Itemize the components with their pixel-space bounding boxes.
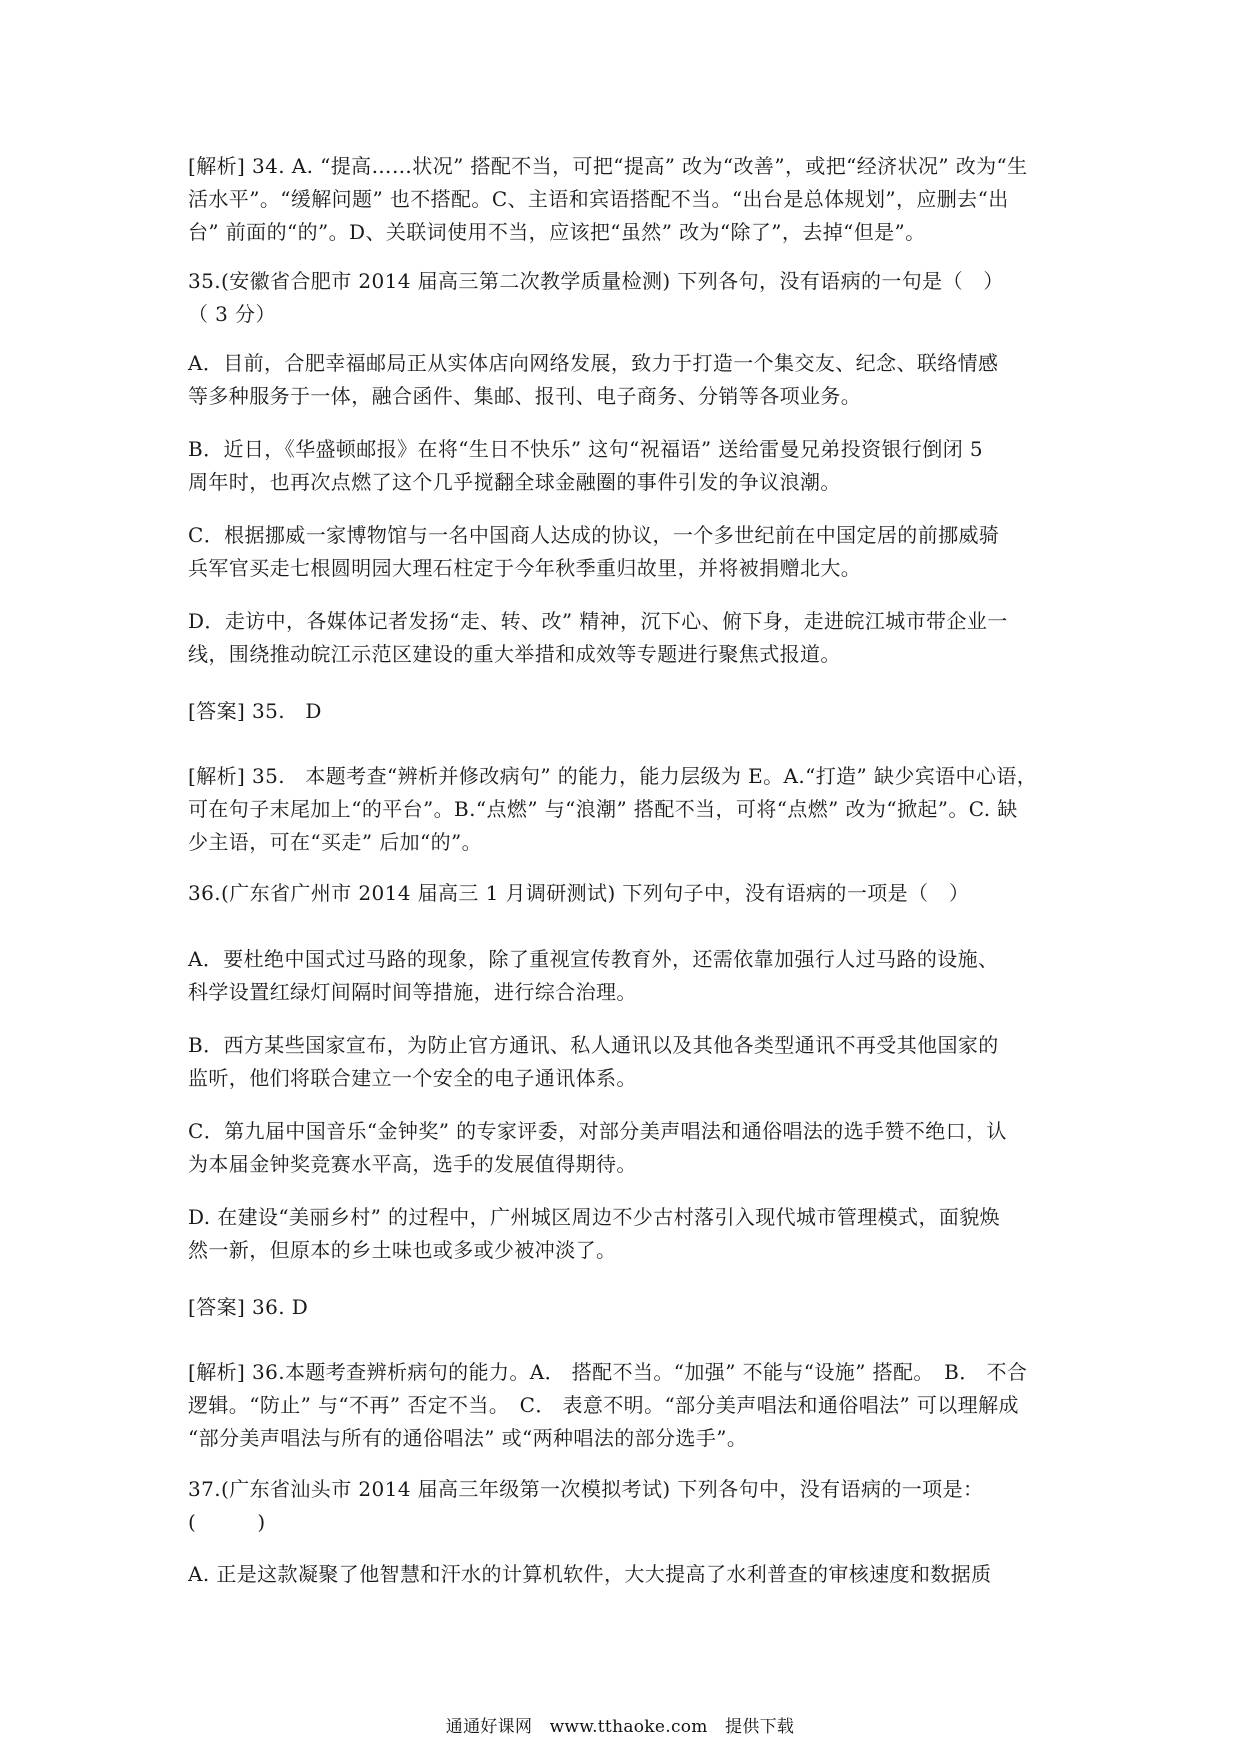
text-line: 为本届金钟奖竞赛水平高，选手的发展值得期待。 [188, 1152, 637, 1176]
text-line: 兵军官买走七根圆明园大理石柱定于今年秋季重归故里，并将被捐赠北大。 [188, 556, 862, 580]
analysis-34 [188, 150, 1058, 249]
option-37a [188, 1558, 1058, 1591]
option-35c [188, 519, 1058, 585]
page-footer: 通通好课网 www.tthaoke.com 提供下载 [445, 1717, 795, 1737]
text-line: 周年时，也再次点燃了这个几乎搅翻全球金融圈的事件引发的争议浪潮。 [188, 470, 841, 494]
text-line: 少主语，可在“买走” 后加“的”。 [188, 830, 483, 854]
option-36b [188, 1029, 1058, 1095]
option-35d [188, 605, 1058, 671]
text-line: C．第九届中国音乐“金钟奖” 的专家评委，对部分美声唱法和通俗唱法的选手赞不绝口，认 [188, 1119, 1007, 1143]
text-line: 36.(广东省广州市 2014 届高三 1 月调研测试) 下列句子中，没有语病的一项是（ ） [188, 881, 970, 905]
text-line: B．西方某些国家宣布，为防止官方通讯、私人通讯以及其他各类型通讯不再受其他国家的 [188, 1033, 999, 1057]
option-35b [188, 433, 1058, 499]
text-line: 等多种服务于一体，融合函件、集邮、报刊、电子商务、分销等各项业务。 [188, 384, 862, 408]
text-line: 线，围绕推动皖江示范区建设的重大举措和成效等专题进行聚焦式报道。 [188, 642, 841, 666]
option-36c [188, 1115, 1058, 1181]
text-line: “部分美声唱法与所有的通俗唱法” 或“两种唱法的部分选手”。 [188, 1426, 748, 1450]
text-line: [解析] 34. A. “提高……状况” 搭配不当，可把“提高” 改为“改善”，或把“经济状况” 改为“生 [188, 154, 1028, 178]
text-line: 台” 前面的“的”。D、关联词使用不当，应该把“虽然” 改为“除了”，去掉“但是”。 [188, 220, 926, 244]
question-36 [188, 877, 1058, 910]
option-36d [188, 1201, 1058, 1267]
analysis-35 [188, 760, 1058, 859]
text-line: A. 正是这款凝聚了他智慧和汗水的计算机软件，大大提高了水利普查的审核速度和数据质 [188, 1562, 992, 1586]
question-37 [188, 1473, 1058, 1539]
option-36a [188, 943, 1058, 1009]
answer-35 [188, 695, 1058, 728]
text-line: D. 在建设“美丽乡村” 的过程中，广州城区周边不少古村落引入现代城市管理模式，面貌焕 [188, 1205, 1001, 1229]
text-line: 然一新，但原本的乡土味也或多或少被冲淡了。 [188, 1238, 617, 1262]
text-line: [答案] 36. D [188, 1295, 309, 1319]
text-line: B．近日，《华盛顿邮报》在将“生日不快乐” 这句“祝福语” 送给雷曼兄弟投资银行倒闭 5 [188, 437, 983, 461]
text-line: A．目前，合肥幸福邮局正从实体店向网络发展，致力于打造一个集交友、纪念、联络情感 [188, 351, 999, 375]
question-35 [188, 265, 1058, 331]
analysis-36 [188, 1356, 1058, 1455]
text-line: [答案] 35. D [188, 699, 322, 723]
answer-36 [188, 1291, 1058, 1324]
text-line: ( ) [188, 1510, 266, 1534]
text-line: 可在句子末尾加上“的平台”。B.“点燃” 与“浪潮” 搭配不当，可将“点燃” 改为“掀起”。C. 缺 [188, 797, 1018, 821]
text-line: [解析] 35. 本题考查“辨析并修改病句” 的能力，能力层级为 E。A.“打造” 缺少宾语中心语， [188, 764, 1038, 788]
text-line: 活水平”。“缓解问题” 也不搭配。C、主语和宾语搭配不当。“出台是总体规划”，应删去“出 [188, 187, 1009, 211]
text-line: 科学设置红绿灯间隔时间等措施，进行综合治理。 [188, 980, 637, 1004]
text-line: A．要杜绝中国式过马路的现象，除了重视宣传教育外，还需依靠加强行人过马路的设施、 [188, 947, 999, 971]
text-line: 监听，他们将联合建立一个安全的电子通讯体系。 [188, 1066, 637, 1090]
text-line: 37.(广东省汕头市 2014 届高三年级第一次模拟考试) 下列各句中，没有语病的一项是： [188, 1477, 984, 1501]
text-line: （ 3 分） [188, 302, 276, 326]
text-line: D．走访中，各媒体记者发扬“走、转、改” 精神，沉下心、俯下身，走进皖江城市带企业一 [188, 609, 1008, 633]
text-line: [解析] 36.本题考查辨析病句的能力。A． 搭配不当。“加强” 不能与“设施” 搭配。 B． 不合 [188, 1360, 1028, 1384]
option-35a [188, 347, 1058, 413]
text-line: C．根据挪威一家博物馆与一名中国商人达成的协议，一个多世纪前在中国定居的前挪威骑 [188, 523, 1000, 547]
text-line: 逻辑。“防止” 与“不再” 否定不当。 C． 表意不明。“部分美声唱法和通俗唱法” 可以理解成 [188, 1393, 1019, 1417]
text-line: 35.(安徽省合肥市 2014 届高三第二次教学质量检测) 下列各句，没有语病的一句是（ ） [188, 269, 1004, 293]
